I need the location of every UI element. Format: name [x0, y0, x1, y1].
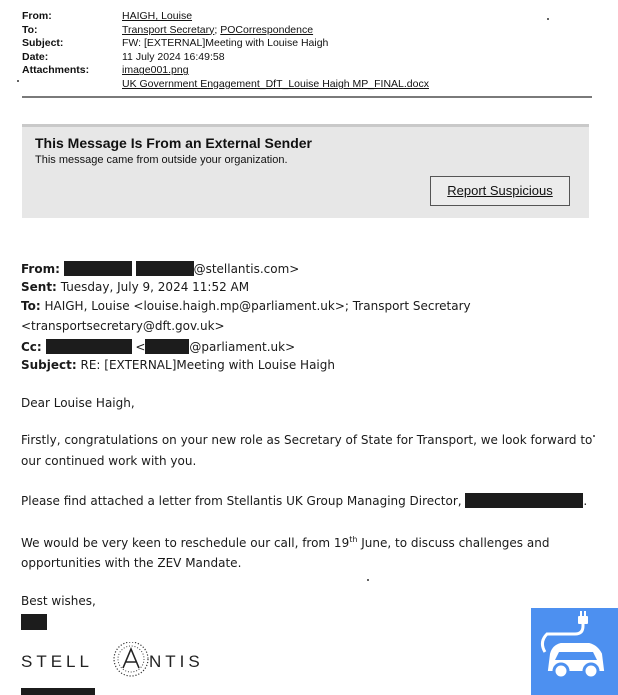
message-cc-label: Cc:: [21, 340, 42, 354]
redaction-block: [145, 339, 189, 354]
header-divider: [22, 96, 592, 98]
scan-speck: [547, 18, 549, 20]
header-to-row: [22, 24, 429, 38]
scan-speck: [593, 435, 595, 437]
message-to-label: To:: [21, 299, 41, 313]
header-date-label: Date:: [22, 50, 49, 63]
header-subject-value: FW: [EXTERNAL]Meeting with Louise Haigh: [122, 37, 329, 50]
corner-badge: [531, 608, 618, 695]
message-from-domain: @stellantis.com>: [193, 262, 300, 276]
message-to-value: HAIGH, Louise <louise.haigh.mp@parliament.uk>; Transport Secretary: [44, 299, 471, 313]
redaction-block: [46, 339, 132, 354]
header-attachments-label: Attachments:: [22, 64, 90, 77]
paragraph-3-pre: We would be very keen to reschedule our call, from 19: [21, 536, 350, 550]
paragraph-3-line-2: opportunities with the ZEV Mandate.: [21, 556, 242, 570]
header-to-separator: ;: [214, 23, 221, 36]
redaction-block: [64, 261, 132, 276]
banner-subtitle: This message came from outside your organization.: [35, 154, 288, 166]
header-from-label: From:: [22, 10, 52, 22]
redaction-block: [465, 493, 583, 508]
header-subject-label: Subject:: [22, 37, 64, 50]
message-from-line: [21, 261, 299, 276]
message-subject-value: RE: [EXTERNAL]Meeting with Louise Haigh: [80, 358, 335, 372]
attachment-link-1[interactable]: image001.png: [122, 64, 189, 77]
header-date-row: [22, 51, 429, 65]
paragraph-1-line-2: our continued work with you.: [21, 454, 197, 468]
paragraph-3-line-1: [21, 535, 549, 550]
scan-speck: [17, 80, 19, 82]
header-from-row: [22, 10, 429, 24]
ev-charging-car-icon: [531, 608, 618, 695]
message-to-line-2: <transportsecretary@dft.gov.uk>: [21, 319, 225, 333]
report-suspicious-button[interactable]: Report Suspicious: [430, 176, 570, 206]
header-attachments-row-2: [22, 78, 429, 92]
header-to-label: To:: [22, 23, 38, 36]
stellantis-logo: [21, 642, 221, 682]
message-sent-value: Tuesday, July 9, 2024 11:52 AM: [60, 280, 250, 294]
message-from-label: From:: [21, 262, 60, 276]
redaction-block: [136, 261, 194, 276]
message-sent-label: Sent:: [21, 280, 57, 294]
scan-speck: [367, 579, 369, 581]
paragraph-3-post: June, to discuss challenges and: [357, 536, 550, 550]
header-to-recipient-1[interactable]: Transport Secretary: [122, 23, 215, 36]
message-subject-label: Subject:: [21, 358, 77, 372]
forward-header: [22, 10, 429, 92]
header-subject-row: [22, 37, 429, 51]
header-from-value[interactable]: HAIGH, Louise: [122, 10, 193, 22]
message-cc-domain: @parliament.uk>: [189, 340, 296, 354]
paragraph-1-line-1: Firstly, congratulations on your new role as Secretary of State for Transport, we look forward to: [21, 433, 593, 447]
attachment-link-2[interactable]: UK Government Engagement_DfT_Louise Haigh MP_FINAL.docx: [122, 77, 429, 90]
message-sent-line: [21, 280, 249, 294]
signature-redaction-2: [21, 688, 95, 695]
header-date-value: 11 July 2024 16:49:58: [122, 50, 225, 63]
closing: Best wishes,: [21, 594, 96, 608]
greeting: Dear Louise Haigh,: [21, 396, 135, 410]
message-to-line: [21, 299, 471, 313]
logo-dotted-a: [114, 642, 148, 676]
header-to-recipient-2[interactable]: POCorrespondence: [220, 23, 314, 36]
signature-redaction: [21, 614, 47, 630]
paragraph-2-text: Please find attached a letter from Stellantis UK Group Managing Director,: [21, 494, 462, 508]
message-cc-line: Cc: < @parliament.uk>: [21, 340, 296, 354]
external-sender-banner: [22, 124, 589, 218]
paragraph-3-sup: th: [349, 535, 358, 544]
paragraph-2: Please find attached a letter from Stellantis UK Group Managing Director, .: [21, 494, 588, 508]
message-subject-line: [21, 358, 335, 372]
logo-wordmark-left: STELL: [21, 652, 93, 671]
logo-wordmark-right: NTIS: [149, 652, 204, 671]
banner-title: This Message Is From an External Sender: [35, 135, 312, 151]
header-attachments-row: [22, 64, 429, 78]
